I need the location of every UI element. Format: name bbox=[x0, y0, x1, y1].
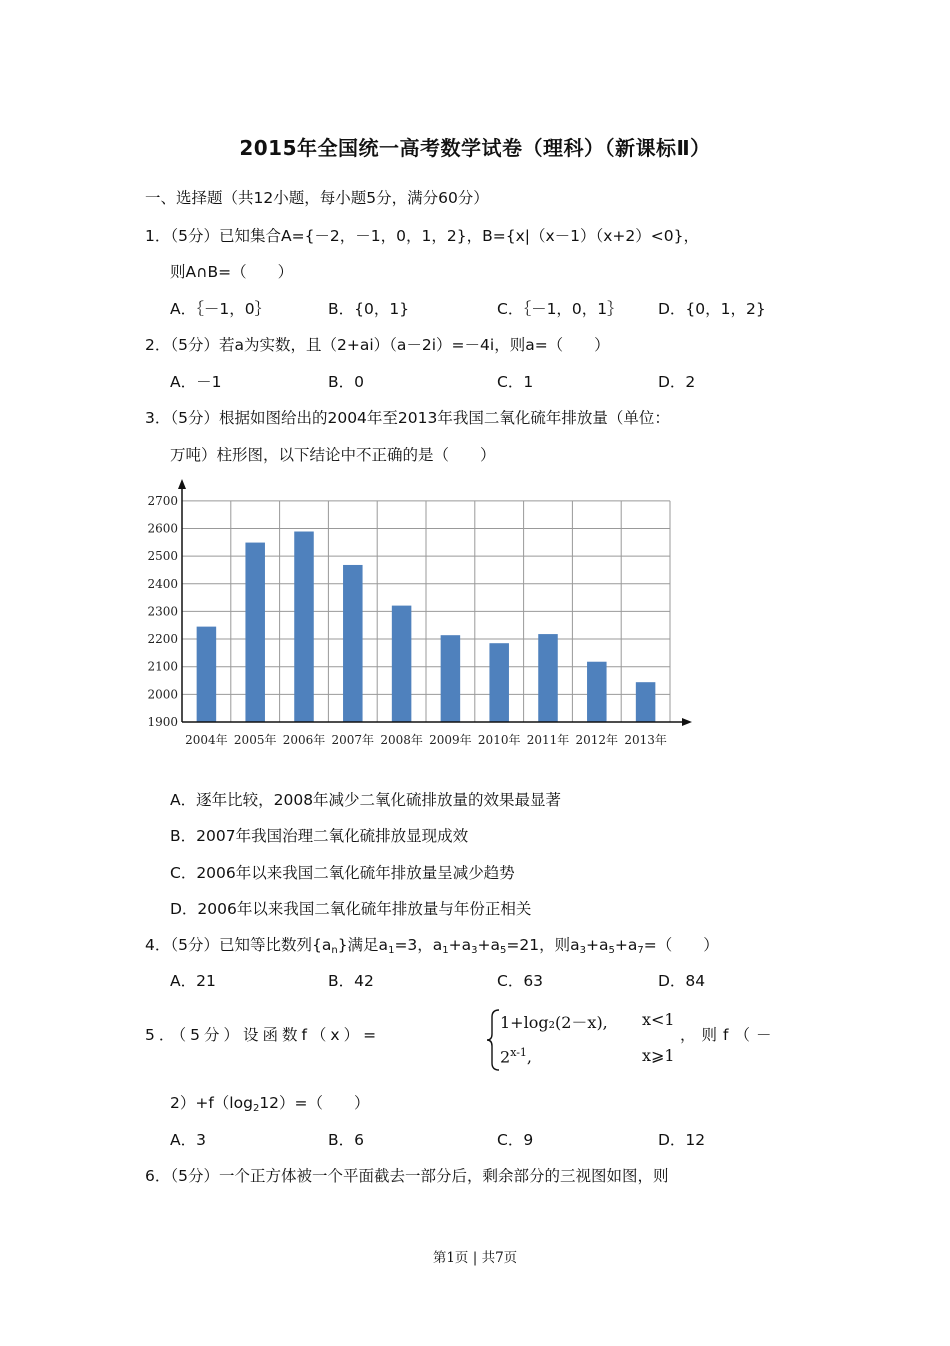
x-tick-label: 2010年 bbox=[477, 733, 521, 747]
q4-option-c: C．63 bbox=[497, 972, 544, 990]
q4-option-b: B．42 bbox=[328, 972, 374, 990]
y-tick-label: 2700 bbox=[147, 493, 178, 508]
emission-bar-chart bbox=[140, 475, 700, 760]
x-axis-arrow bbox=[682, 718, 692, 726]
question-5-lead: 5．（5分）设函数f（x）= bbox=[145, 1026, 381, 1044]
y-tick-label: 2500 bbox=[147, 549, 178, 564]
x-tick-label: 2006年 bbox=[282, 733, 326, 747]
bar-2009年 bbox=[441, 635, 461, 722]
y-tick-label: 2000 bbox=[147, 687, 178, 702]
x-tick-label: 2008年 bbox=[380, 733, 423, 747]
y-tick-label: 2600 bbox=[147, 521, 178, 536]
q1-option-c: C．｛－1，0，1｝ bbox=[497, 300, 623, 318]
section-heading: 一、选择题（共12小题，每小题5分，满分60分） bbox=[145, 189, 489, 207]
y-axis-arrow bbox=[178, 479, 186, 489]
y-tick-label: 2300 bbox=[147, 604, 178, 619]
question-1-line2: 则A∩B=（ ） bbox=[170, 263, 294, 281]
y-tick-label: 2100 bbox=[147, 659, 178, 674]
q5-option-d: D．12 bbox=[658, 1131, 706, 1149]
question-2: 2．（5分）若a为实数，且（2+ai）（a－2i）=－4i，则a=（ ） bbox=[145, 336, 610, 354]
y-tick-label: 2400 bbox=[147, 576, 178, 591]
question-6: 6．（5分）一个正方体被一个平面截去一部分后，剩余部分的三视图如图，则 bbox=[145, 1167, 669, 1185]
q5-option-c: C．9 bbox=[497, 1131, 534, 1149]
q1-option-b: B．{0，1} bbox=[328, 300, 410, 318]
page-footer: 第1页 | 共7页 bbox=[432, 1250, 518, 1266]
q3-option-a: A．逐年比较，2008年减少二氧化硫排放量的效果最显著 bbox=[170, 791, 562, 809]
bar-2013年 bbox=[636, 682, 656, 722]
bar-2010年 bbox=[489, 643, 509, 722]
q1-option-a: A．｛－1，0｝ bbox=[170, 300, 271, 318]
bar-2006年 bbox=[294, 532, 314, 722]
x-tick-label: 2005年 bbox=[233, 733, 277, 747]
question-3-line2: 万吨）柱形图，以下结论中不正确的是（ ） bbox=[170, 446, 496, 464]
piecewise-case-2: 2$^{x-1}$, bbox=[500, 1046, 533, 1067]
q5-option-b: B．6 bbox=[328, 1131, 364, 1149]
y-tick-label: 2200 bbox=[147, 632, 178, 647]
q2-option-c: C．1 bbox=[497, 373, 534, 391]
q1-option-d: D．{0，1，2} bbox=[658, 300, 766, 318]
question-5-tail: ，则f（－ bbox=[680, 1026, 778, 1044]
q2-option-a: A．－1 bbox=[170, 373, 222, 391]
bar-2004年 bbox=[197, 627, 217, 722]
bar-2012年 bbox=[587, 662, 607, 722]
q3-option-d: D．2006年以来我国二氧化硫年排放量与年份正相关 bbox=[170, 900, 532, 918]
question-5-line2: $2)+f(\log_212)=$（ ） bbox=[170, 1094, 370, 1114]
q4-option-a: A．21 bbox=[170, 972, 216, 990]
x-tick-label: 2004年 bbox=[185, 733, 228, 747]
q3-option-c: C．2006年以来我国二氧化硫年排放量呈减少趋势 bbox=[170, 864, 515, 882]
question-3-line1: 3．（5分）根据如图给出的2004年至2013年我国二氧化硫年排放量（单位： bbox=[145, 409, 670, 427]
question-4: 4．（5分）已知等比数列$\{a_n\}$满足$a_1=3$，$a_1+a_3+a_5=21$，则$a_3+a_5+a_7=$（ ） bbox=[145, 936, 719, 956]
x-tick-label: 2007年 bbox=[331, 733, 375, 747]
x-tick-label: 2011年 bbox=[526, 733, 570, 747]
question-1-line1: 1．（5分）已知集合A={－2，－1，0，1，2}，B={x|（x－1）（x+2）<0}， bbox=[145, 227, 699, 245]
bar-2005年 bbox=[245, 543, 265, 722]
q2-option-b: B．0 bbox=[328, 373, 364, 391]
q2-option-d: D．2 bbox=[658, 373, 696, 391]
q3-option-b: B．2007年我国治理二氧化硫排放显现成效 bbox=[170, 827, 469, 845]
bar-2007年 bbox=[343, 565, 363, 722]
x-tick-label: 2013年 bbox=[624, 733, 667, 747]
x-tick-label: 2012年 bbox=[575, 733, 619, 747]
piecewise-cond-1: x<1 bbox=[642, 1010, 675, 1029]
y-tick-label: 1900 bbox=[147, 715, 178, 729]
piecewise-cond-2: x⩾1 bbox=[642, 1046, 675, 1065]
bar-2008年 bbox=[392, 606, 412, 722]
bar-2011年 bbox=[538, 634, 558, 722]
page-title: 2015年全国统一高考数学试卷（理科）（新课标Ⅱ） bbox=[239, 136, 711, 160]
q4-option-d: D．84 bbox=[658, 972, 706, 990]
x-tick-label: 2009年 bbox=[429, 733, 472, 747]
piecewise-case-1: 1+log₂(2－x), bbox=[500, 1013, 608, 1032]
q5-option-a: A．3 bbox=[170, 1131, 206, 1149]
